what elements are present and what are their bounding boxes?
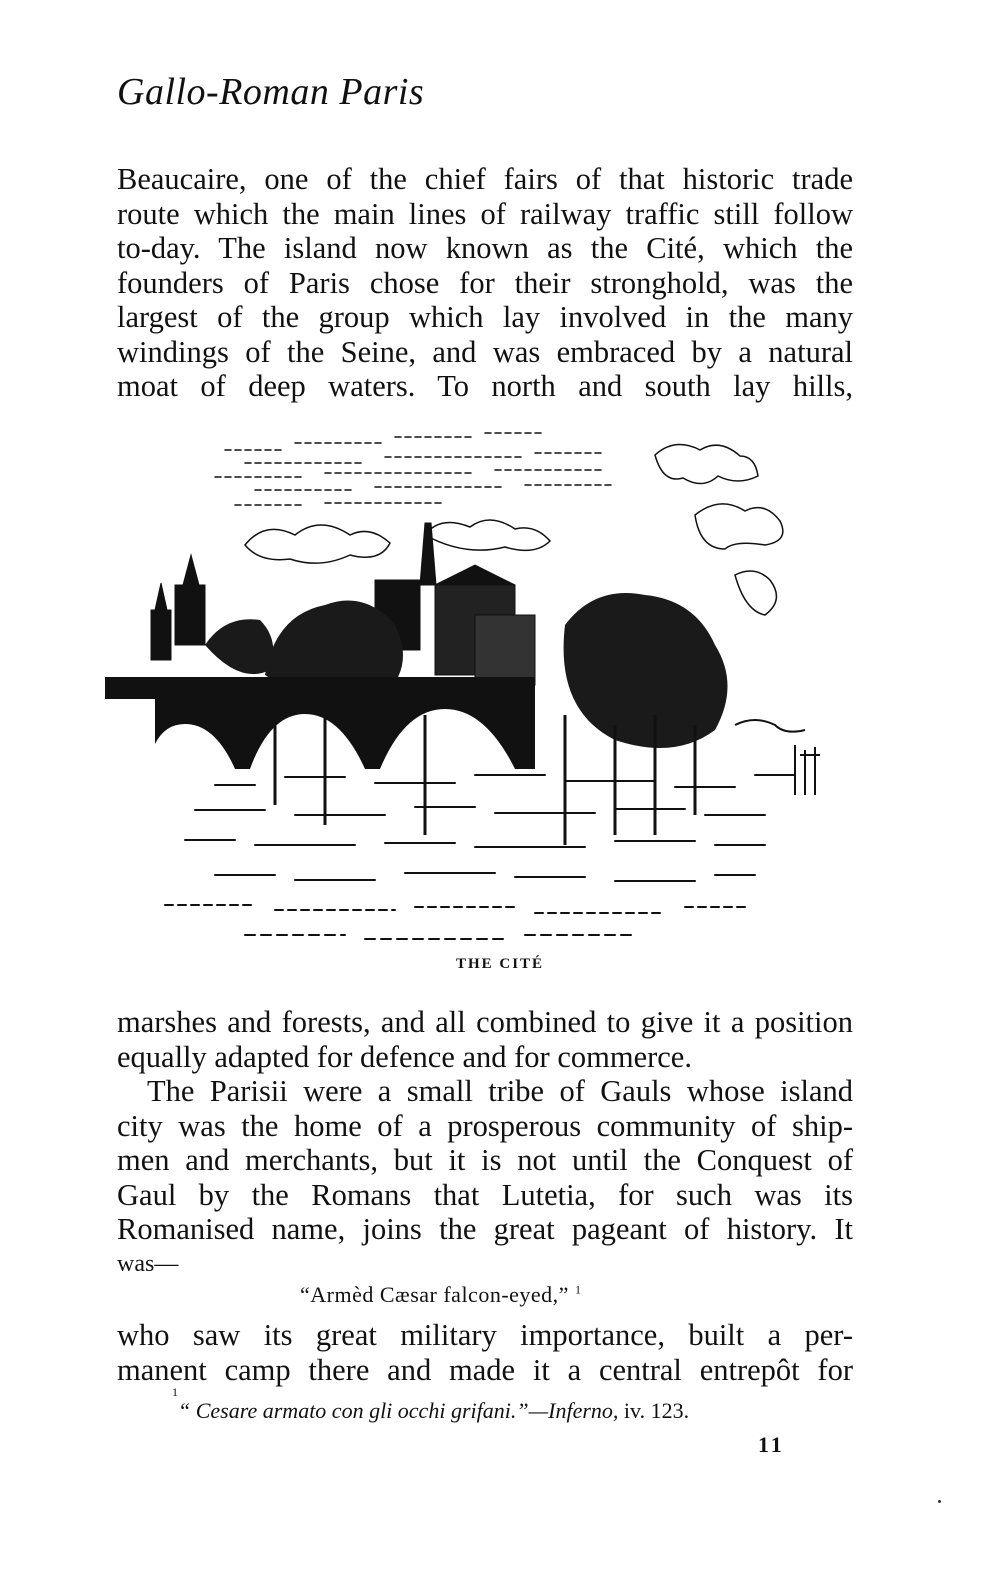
paragraph-1 bbox=[117, 162, 853, 404]
text-line: manent camp there and made it a central entrepôt for bbox=[117, 1352, 853, 1387]
footnote bbox=[178, 1398, 689, 1424]
page-number: 11 bbox=[758, 1432, 785, 1457]
text-line: moat of deep waters. To north and south lay hills, bbox=[117, 369, 853, 403]
footnote-ref: 1 bbox=[574, 1282, 582, 1297]
running-head: Gallo-Roman Paris bbox=[117, 71, 425, 113]
paragraph-2 bbox=[117, 1005, 853, 1074]
text-line: who saw its great military importance, built a per- bbox=[117, 1318, 853, 1352]
text-line: Beaucaire, one of the chief fairs of that historic trade bbox=[117, 162, 853, 196]
footnote-italic: “ Cesare armato con gli occhi grifani.”—Inferno, bbox=[178, 1398, 619, 1423]
text-line: men and merchants, but it is not until the Conquest of bbox=[117, 1143, 853, 1177]
text-line: Gaul by the Romans that Lutetia, for such was its bbox=[117, 1177, 853, 1212]
text-line: was— bbox=[117, 1250, 179, 1277]
paragraph-3 bbox=[117, 1074, 853, 1281]
text-line: city was the home of a prosperous community of ship- bbox=[117, 1108, 853, 1143]
text-line: marshes and forests, and all combined to give it a position bbox=[117, 1005, 853, 1039]
text-line: route which the main lines of railway traffic still follow bbox=[117, 196, 853, 231]
cite-illustration bbox=[95, 415, 875, 955]
verse-quote bbox=[300, 1282, 581, 1308]
scan-speck bbox=[938, 1500, 941, 1503]
footnote-mark: 1 bbox=[172, 1385, 178, 1399]
footnote-plain: iv. 123. bbox=[618, 1398, 690, 1423]
figure-caption: THE CITÉ bbox=[455, 956, 545, 972]
text-line: to-day. The island now known as the Cité, which the bbox=[117, 231, 853, 265]
text-line: The Parisii were a small tribe of Gauls whose island bbox=[147, 1074, 853, 1108]
text-line: equally adapted for defence and for commerce. bbox=[117, 1039, 692, 1074]
paragraph-4 bbox=[117, 1318, 853, 1387]
text-line: founders of Paris chose for their stronghold, was the bbox=[117, 265, 853, 300]
text-line: windings of the Seine, and was embraced by a natural bbox=[117, 334, 853, 369]
quote-text: “Armèd Cæsar falcon-eyed,” bbox=[300, 1282, 569, 1307]
text-line: largest of the group which lay involved in the many bbox=[117, 300, 853, 334]
text-line: Romanised name, joins the great pageant of history. It bbox=[117, 1212, 853, 1246]
